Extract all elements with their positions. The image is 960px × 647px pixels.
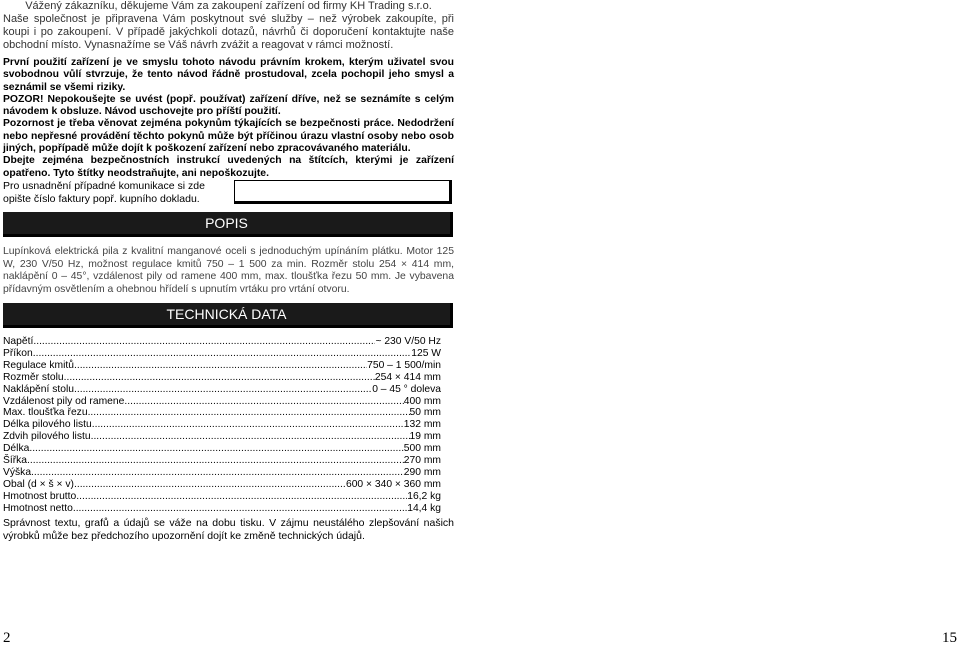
spec-label: Délka pilového listu (3, 419, 92, 431)
spec-value: 125 W (411, 347, 441, 359)
section-heading-technical-data (3, 303, 453, 328)
invoice-number-box (234, 180, 452, 204)
spec-label: Šířka (3, 455, 28, 467)
spec-value: 600 × 340 × 360 mm (345, 478, 441, 490)
warning-paragraph-1: První použití zařízení je ve smyslu tohoto návodu právním krokem, kterým uživatel svou svobodnou vůlí stvrzuje, že tento návod řádně prostudoval, zcela pochopil jeho smysl a seznámil se všemi riziky. (3, 57, 454, 93)
spec-row (3, 467, 441, 479)
intro-section (3, 0, 454, 52)
description-text: Lupínková elektrická pila z kvalitní manganové oceli s jednoduchým upínáním plátku. Motor 125 W, 230 V/50 Hz, možnost regulace kmitů 750 – 1 500 za min. Rozměr stolu 254 × 414 mm, naklápění 0 – 45°, vzdálenost pily od ramene 400 mm, max. tloušťka řezu 50 mm. Je vybavena přídavným osvětlením a ohebnou hřídelí s upnutím vrtáku pro vrtání otvoru. (3, 246, 454, 295)
spec-row (3, 372, 441, 384)
spec-label: Rozměr stolu (3, 371, 64, 383)
spec-label: Hmotnost netto (3, 502, 73, 514)
section-heading-popis-label: POPIS (205, 215, 248, 231)
spec-value: 16,2 kg (407, 490, 441, 502)
spec-row (3, 396, 441, 408)
spec-value: 0 – 45 ° doleva (372, 383, 441, 395)
spec-value: 270 mm (403, 455, 441, 467)
spec-value: 750 – 1 500/min (367, 359, 441, 371)
spec-value: 19 mm (409, 431, 441, 443)
page-number-left: 2 (3, 630, 11, 646)
warning-paragraph-2: POZOR! Nepokoušejte se uvést (popř. používat) zařízení dříve, než se seznámíte s celým návodem k obsluze. Návod uschovejte pro příští použití. (3, 93, 454, 118)
spec-label: Hmotnost brutto (3, 490, 77, 502)
spec-row (3, 479, 441, 491)
spec-value: 50 mm (409, 407, 441, 419)
spec-label: Regulace kmitů (3, 359, 74, 371)
spec-label: Výška (3, 466, 32, 478)
spec-row (3, 419, 441, 431)
spec-label: Napětí (3, 336, 34, 347)
spec-row (3, 407, 441, 419)
intro-text: Naše společnost je připravena Vám poskytnout své služby – než výrobek zakoupíte, při koupi i po zakoupení. V případě jakýchkoli dotazů, návrhů či doporučení kontaktujte naše obchodní místo. Vynasnažíme se Váš návrh zvážit a reagovat v rámci možností. (3, 13, 454, 51)
section-heading-popis (3, 212, 453, 237)
warning-section (3, 57, 454, 180)
spec-value: 254 × 414 mm (374, 371, 441, 383)
spec-row (3, 443, 441, 455)
spec-row (3, 491, 441, 503)
spec-value: 400 mm (403, 395, 441, 407)
invoice-instruction: Pro usnadnění případné komunikace si zde opište číslo faktury popř. kupního dokladu. (3, 180, 205, 205)
spec-row (3, 431, 441, 443)
spec-label: Délka (3, 443, 30, 455)
spec-label: Naklápění stolu (3, 383, 74, 395)
spec-row (3, 360, 441, 372)
greeting-text: Vážený zákazníku, děkujeme Vám za zakoupení zařízení od firmy KH Trading s.r.o. (25, 0, 432, 12)
spec-value: ~ 230 V/50 Hz (375, 336, 441, 347)
spec-row (3, 455, 441, 467)
spec-row (3, 348, 441, 360)
section-heading-technical-data-label: TECHNICKÁ DATA (166, 306, 287, 322)
spec-row (3, 384, 441, 396)
spec-value: 132 mm (403, 419, 441, 431)
spec-value: 14,4 kg (407, 502, 441, 514)
spec-label: Vzdálenost pily od ramene (3, 395, 125, 407)
warning-paragraph-4: Dbejte zejména bezpečnostních instrukcí uvedených na štítcích, kterými je zařízení opatřeno. Tyto štítky neodstraňujte, ani nepoškozujte. (3, 155, 454, 179)
spec-value: 290 mm (403, 466, 441, 478)
spec-label: Max. tloušťka řezu (3, 407, 88, 419)
warning-paragraph-3: Pozornost je třeba věnovat zejména pokynům týkajících se bezpečnosti práce. Nedodržení nebo nepřesné provádění těchto pokynů může být příčinou úrazu vlastní osoby nebo osob jiných, popřípadě může dojít k poškození zařízení nebo zpracovávaného materiálu. (3, 118, 454, 155)
spec-label: Zdvih pilového listu (3, 431, 91, 443)
spec-value: 500 mm (403, 443, 441, 455)
spec-row (3, 336, 441, 348)
footnote-text: Správnost textu, grafů a údajů se váže na dobu tisku. V zájmu neustálého zlepšování našich výrobků může bez předchozího upozornění dojít ke změně technických údajů. (3, 517, 454, 542)
page-number-right: 15 (942, 630, 957, 646)
spec-label: Obal (d × š × v) (3, 478, 74, 490)
spec-row (3, 503, 441, 515)
spec-label: Příkon (3, 347, 33, 359)
spec-table (3, 336, 441, 515)
